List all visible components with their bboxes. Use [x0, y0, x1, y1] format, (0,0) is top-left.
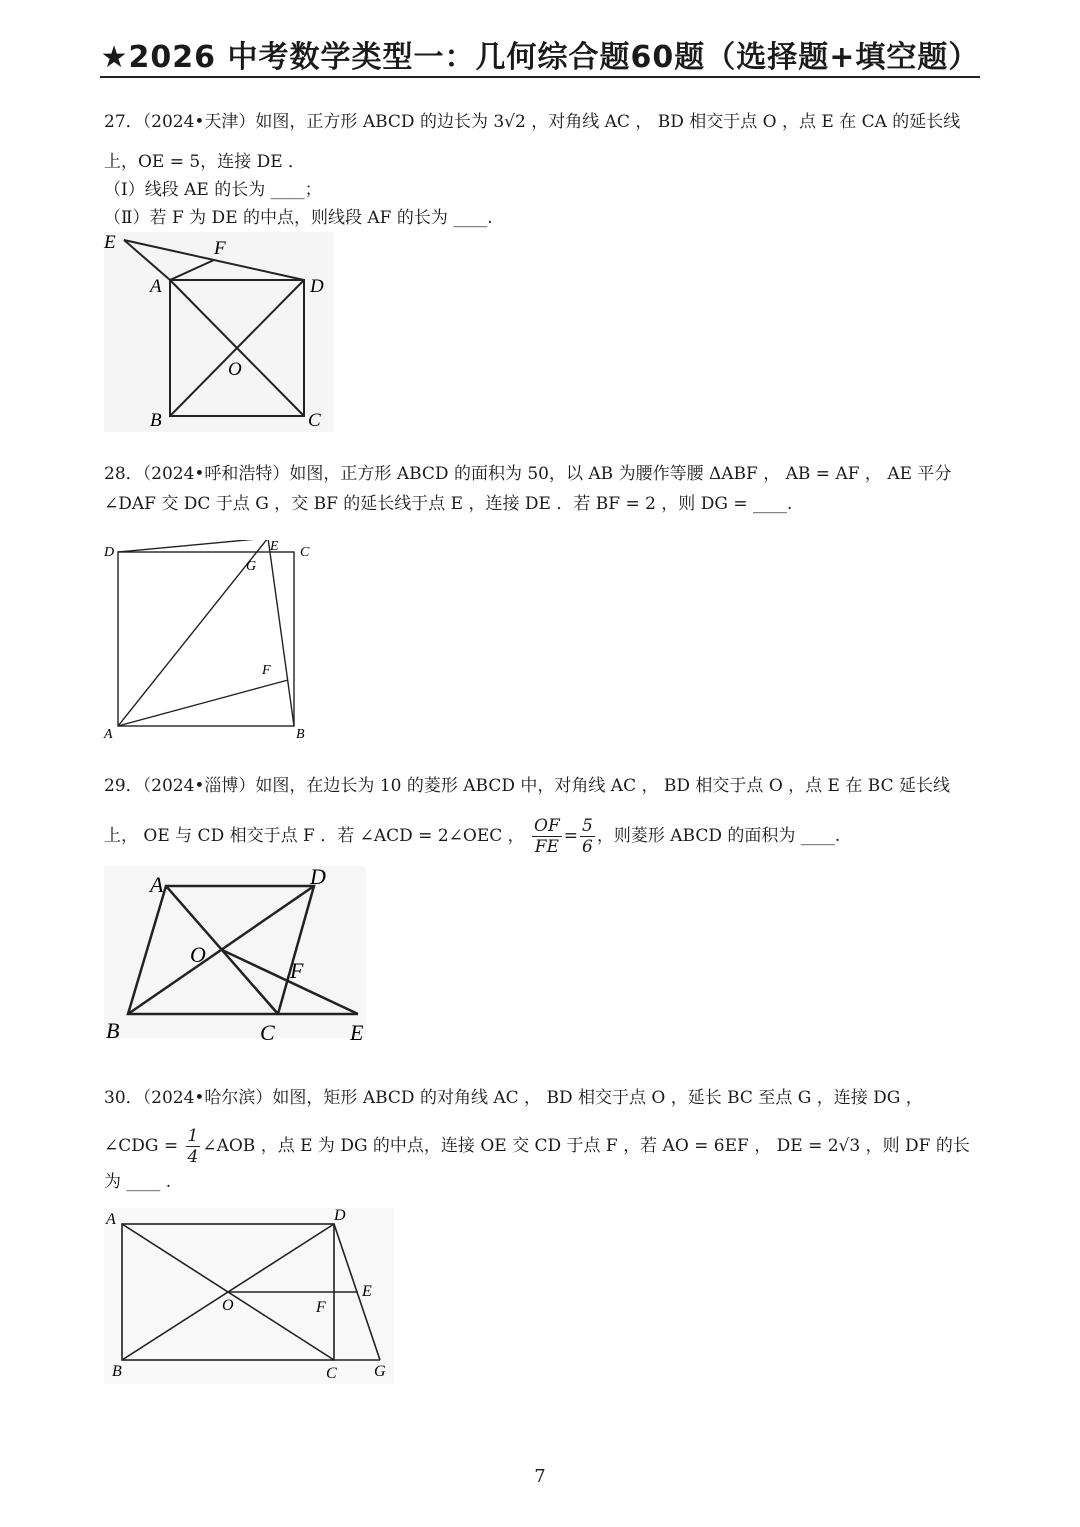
fraction-denominator-6: 6 [582, 837, 593, 857]
fraction-numerator-5: 5 [582, 816, 593, 836]
problem-30-line-2 [104, 1126, 970, 1167]
fig28-label-g: G [246, 559, 257, 574]
problem-30-line-3: 为 ____ . [104, 1172, 172, 1192]
figure-29 [100, 862, 380, 1048]
problem-29-line-2: 上， OE 与 CD 相交于点 F ．若 ∠ACD = 2∠OEC ， $\frac{OF}{FE}$ = $\frac{5}{6}$ ，则菱形 ABCD 的面积为 ____. [104, 816, 841, 857]
fraction-denominator-4: 4 [187, 1147, 199, 1167]
fig28-label-e: E [270, 540, 279, 554]
fig30-label-g: G [374, 1363, 386, 1380]
fig27-label-b: B [150, 410, 162, 431]
page-header [100, 32, 980, 78]
fig29-label-e: E [350, 1020, 364, 1045]
fig28-label-d: D [104, 545, 115, 560]
fraction-one-quarter [186, 1126, 201, 1167]
fig27-label-e: E [104, 232, 116, 253]
problem-29-line-2-text: 上， OE 与 CD 相交于点 F ．若 ∠ACD = 2∠OEC ， [104, 826, 525, 846]
fig27-label-o: O [228, 359, 242, 380]
problem-27-line-1: 27．（2024•天津）如图，正方形 ABCD 的边长为 3√2 ，对角线 AC ， BD 相交于点 O ，点 E 在 CA 的延长线 [104, 112, 961, 132]
fig28-label-f: F [262, 663, 271, 678]
problem-27-line-2: 上，OE = 5，连接 DE ． [104, 152, 306, 172]
fraction-five-sixths [580, 816, 595, 857]
figure-30 [100, 1204, 400, 1388]
fig30-label-c: C [326, 1365, 337, 1382]
fig28-label-a: A [104, 727, 113, 742]
fig29-label-b: B [106, 1018, 120, 1043]
fig30-label-d: D [334, 1207, 346, 1224]
problem-27-line-4: （Ⅱ）若 F 为 DE 的中点，则线段 AF 的长为 ____. [104, 208, 493, 228]
fraction-denominator: FE [534, 837, 560, 857]
fig29-label-c: C [260, 1020, 275, 1045]
fig29-label-f: F [290, 958, 304, 983]
fig30-label-f: F [316, 1299, 326, 1316]
fig27-label-c: C [308, 410, 321, 431]
fig29-label-o: O [190, 942, 206, 967]
problem-27-line-3: （Ⅰ）线段 AE 的长为 ____； [104, 180, 322, 200]
fig29-label-d: D [310, 864, 326, 889]
figure-27 [100, 228, 340, 436]
fraction-numerator: OF [534, 816, 560, 836]
fraction-of-fe [532, 816, 562, 857]
fraction-numerator-1: 1 [187, 1126, 199, 1146]
problem-28-line-1: 28．（2024•呼和浩特）如图，正方形 ABCD 的面积为 50，以 AB 为腰作等腰 ΔABF ， AB = AF ， AE 平分 [104, 464, 952, 484]
fig30-label-o: O [222, 1297, 234, 1314]
problem-30-line-1: 30．（2024•哈尔滨）如图，矩形 ABCD 的对角线 AC ， BD 相交于点 O ，延长 BC 至点 G ，连接 DG ， [104, 1088, 923, 1108]
problem-29-line-2-tail: ，则菱形 ABCD 的面积为 ____. [596, 826, 841, 846]
problem-29-line-1: 29．（2024•淄博）如图，在边长为 10 的菱形 ABCD 中，对角线 AC ， BD 相交于点 O ，点 E 在 BC 延长线 [104, 776, 950, 796]
fig30-label-a: A [106, 1211, 116, 1228]
fig28-label-b: B [296, 727, 305, 742]
figure-28 [100, 540, 320, 744]
fig27-label-a: A [150, 276, 162, 297]
fig30-label-e: E [362, 1283, 372, 1300]
problem-30-line-2-tail: ∠AOB ，点 E 为 DG 的中点，连接 OE 交 CD 于点 F ，若 AO = 6EF ， DE = 2√3 ，则 DF 的长 [202, 1136, 970, 1156]
fig27-label-d: D [310, 276, 324, 297]
problem-30-line-2-head: ∠CDG = [104, 1136, 179, 1156]
header-title: ★2026 中考数学类型一：几何综合题60题（选择题+填空题） [100, 40, 980, 75]
fig27-label-f: F [214, 238, 226, 259]
fig29-label-a: A [150, 872, 164, 897]
page-number: 7 [534, 1466, 546, 1487]
problem-28-line-2: ∠DAF 交 DC 于点 G ，交 BF 的延长线于点 E ，连接 DE ．若 BF = 2 ，则 DG = ____. [104, 494, 793, 514]
fig30-label-b: B [112, 1363, 122, 1380]
fig28-label-c: C [300, 545, 310, 560]
